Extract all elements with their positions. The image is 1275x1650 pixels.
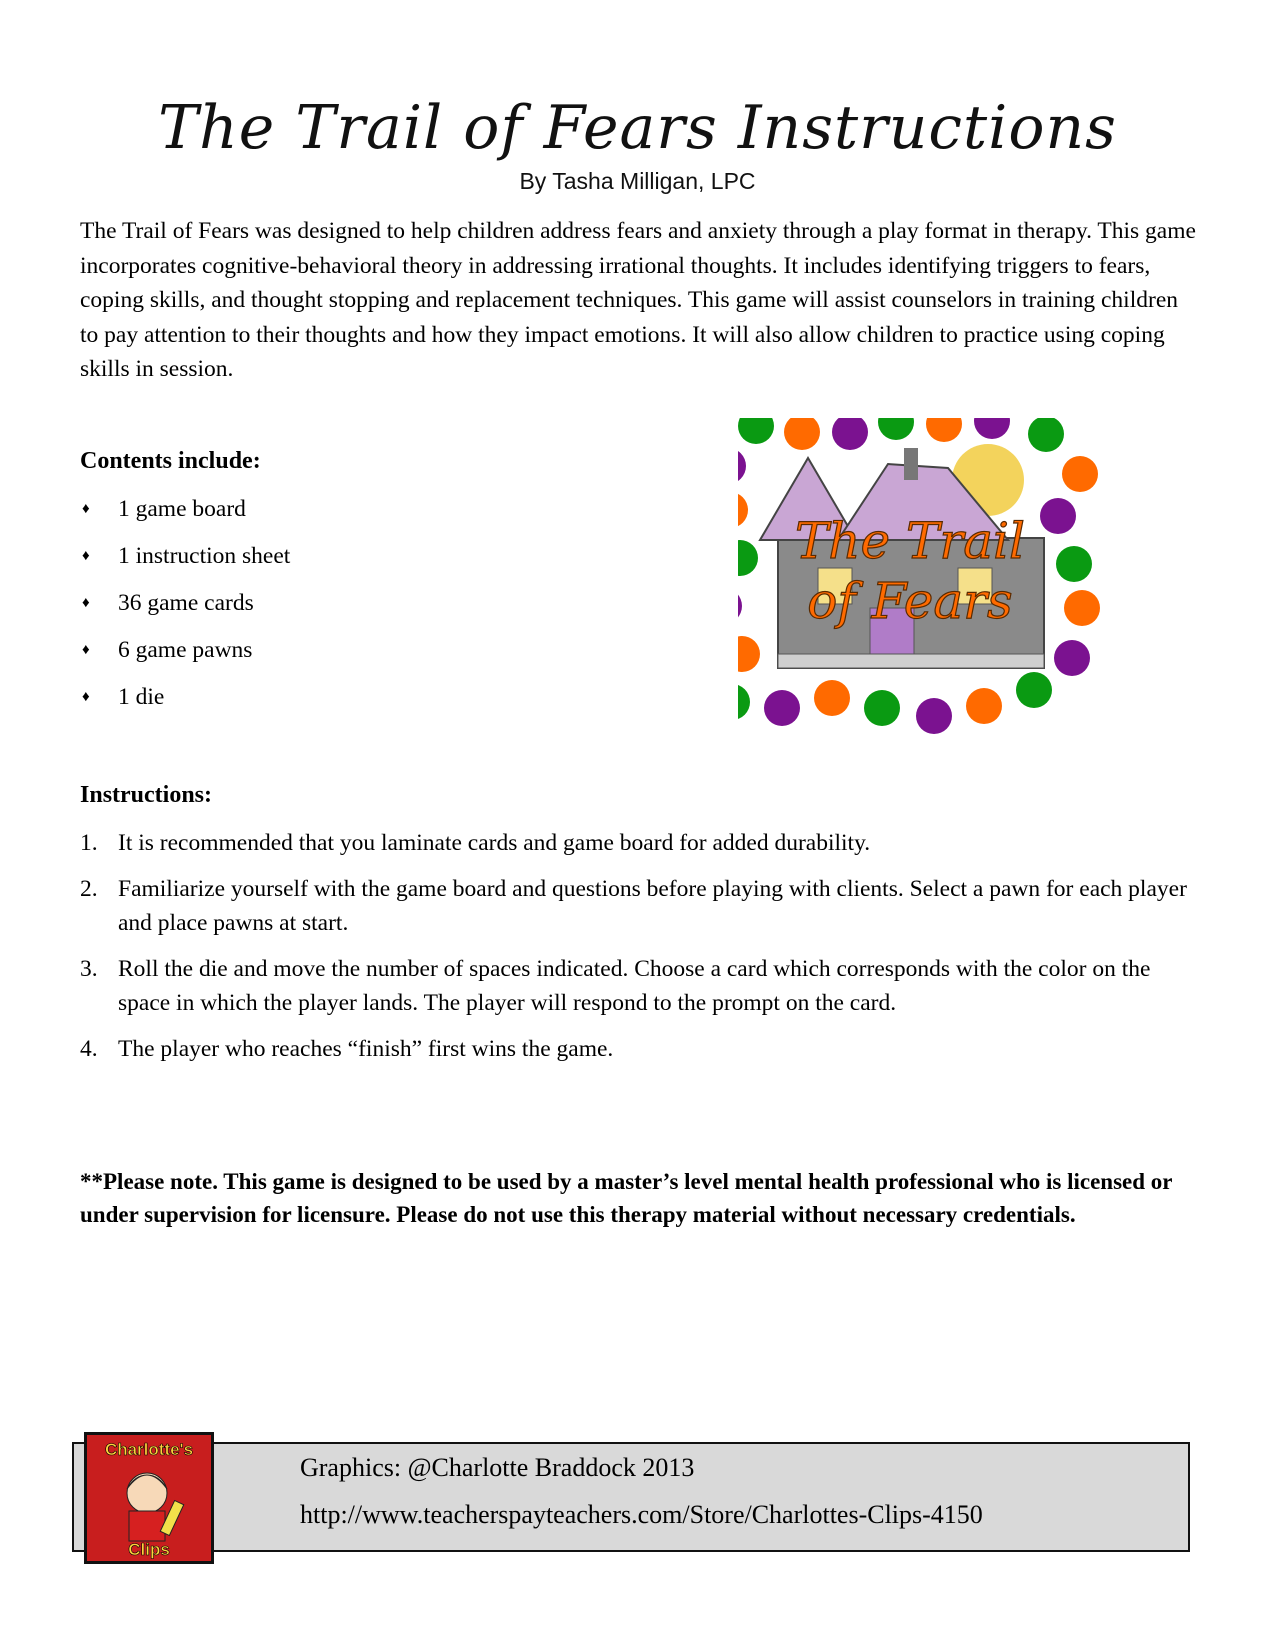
diamond-bullet-icon: ♦ — [82, 548, 90, 564]
board-title-line-1: The Trail — [794, 512, 1026, 570]
instruction-step — [80, 952, 1200, 1020]
contents-heading: Contents include: — [80, 448, 261, 474]
board-space — [738, 448, 746, 484]
board-space — [738, 684, 750, 720]
professional-use-note: **Please note. This game is designed to be used by a master’s level mental health professional who is licensed or under supervision for licensure. Please do not use this therapy material without necessary credentials. — [80, 1169, 1173, 1227]
instructions-list — [80, 826, 1200, 1078]
board-space — [738, 540, 758, 576]
diamond-bullet-icon: ♦ — [82, 689, 90, 705]
intro-paragraph: The Trail of Fears was designed to help children address fears and anxiety through a play format in therapy. This game incorporates cognitive-behavioral theory in addressing irrational thoughts. It includes identifying triggers to fears, coping skills, and thought stopping and replacement techniques. This game will assist counselors in training children to pay attention to their thoughts and how they impact emotions. It will also allow children to practice using coping skills in session. — [80, 218, 1196, 382]
board-space — [738, 588, 742, 624]
step-number: 3. — [80, 956, 98, 982]
page-title: The Trail of Fears Instructions — [158, 93, 1117, 163]
logo-bottom-text: Clips — [128, 1540, 170, 1559]
step-text: Roll the die and move the number of spaces indicated. Choose a card which corresponds with the color on the space in which the player lands. The player will respond to the prompt on the card. — [118, 956, 1151, 1016]
board-space — [1056, 546, 1092, 582]
charlottes-clips-logo — [84, 1432, 214, 1564]
board-space — [738, 492, 748, 528]
board-space — [1064, 590, 1100, 626]
list-item-text: 1 instruction sheet — [118, 543, 291, 569]
instruction-step — [80, 826, 1200, 860]
instructions-heading: Instructions: — [80, 782, 213, 808]
list-item-text: 1 die — [118, 684, 165, 710]
contents-list — [80, 494, 680, 729]
step-text: The player who reaches “finish” first wins the game. — [118, 1036, 614, 1062]
board-space — [864, 690, 900, 726]
board-space — [1040, 498, 1076, 534]
girl-face-icon — [127, 1473, 167, 1513]
board-space — [916, 698, 952, 734]
list-item — [80, 588, 680, 635]
diamond-bullet-icon: ♦ — [82, 501, 90, 517]
logo-top-text: Charlotte's — [104, 1440, 194, 1459]
graphics-credit: Graphics: @Charlotte Braddock 2013 — [300, 1453, 695, 1482]
board-space — [814, 680, 850, 716]
list-item — [80, 682, 680, 729]
logo-artwork — [87, 1435, 211, 1561]
diamond-bullet-icon: ♦ — [82, 595, 90, 611]
step-text: Familiarize yourself with the game board and questions before playing with clients. Select a pawn for each player and place pawns at start. — [118, 876, 1187, 936]
list-item-text: 6 game pawns — [118, 637, 253, 663]
board-space — [1062, 456, 1098, 492]
board-space — [738, 636, 760, 672]
board-space — [926, 418, 962, 442]
step-text: It is recommended that you laminate cards and game board for added durability. — [118, 830, 871, 856]
store-url-link[interactable]: http://www.teacherspayteachers.com/Store/Charlottes-Clips-4150 — [300, 1500, 983, 1529]
board-space — [784, 418, 820, 450]
instruction-step — [80, 1032, 1200, 1066]
diamond-bullet-icon: ♦ — [82, 642, 90, 658]
list-item-text: 1 game board — [118, 496, 246, 522]
list-item — [80, 635, 680, 682]
board-space — [1028, 418, 1064, 452]
board-space — [1016, 672, 1052, 708]
instruction-step — [80, 872, 1200, 940]
board-space — [966, 688, 1002, 724]
board-space — [832, 418, 868, 450]
list-item — [80, 494, 680, 541]
board-space — [974, 418, 1010, 439]
list-item — [80, 541, 680, 588]
step-number: 2. — [80, 876, 98, 902]
game-board-illustration — [738, 418, 1158, 773]
list-item-text: 36 game cards — [118, 590, 254, 616]
step-number: 4. — [80, 1036, 98, 1062]
author-byline: By Tasha Milligan, LPC — [519, 168, 756, 194]
board-space — [878, 418, 914, 440]
step-number: 1. — [80, 830, 98, 856]
board-space — [1054, 640, 1090, 676]
board-title-line-2: of Fears — [807, 572, 1013, 630]
board-space — [764, 690, 800, 726]
board-space — [738, 418, 774, 444]
